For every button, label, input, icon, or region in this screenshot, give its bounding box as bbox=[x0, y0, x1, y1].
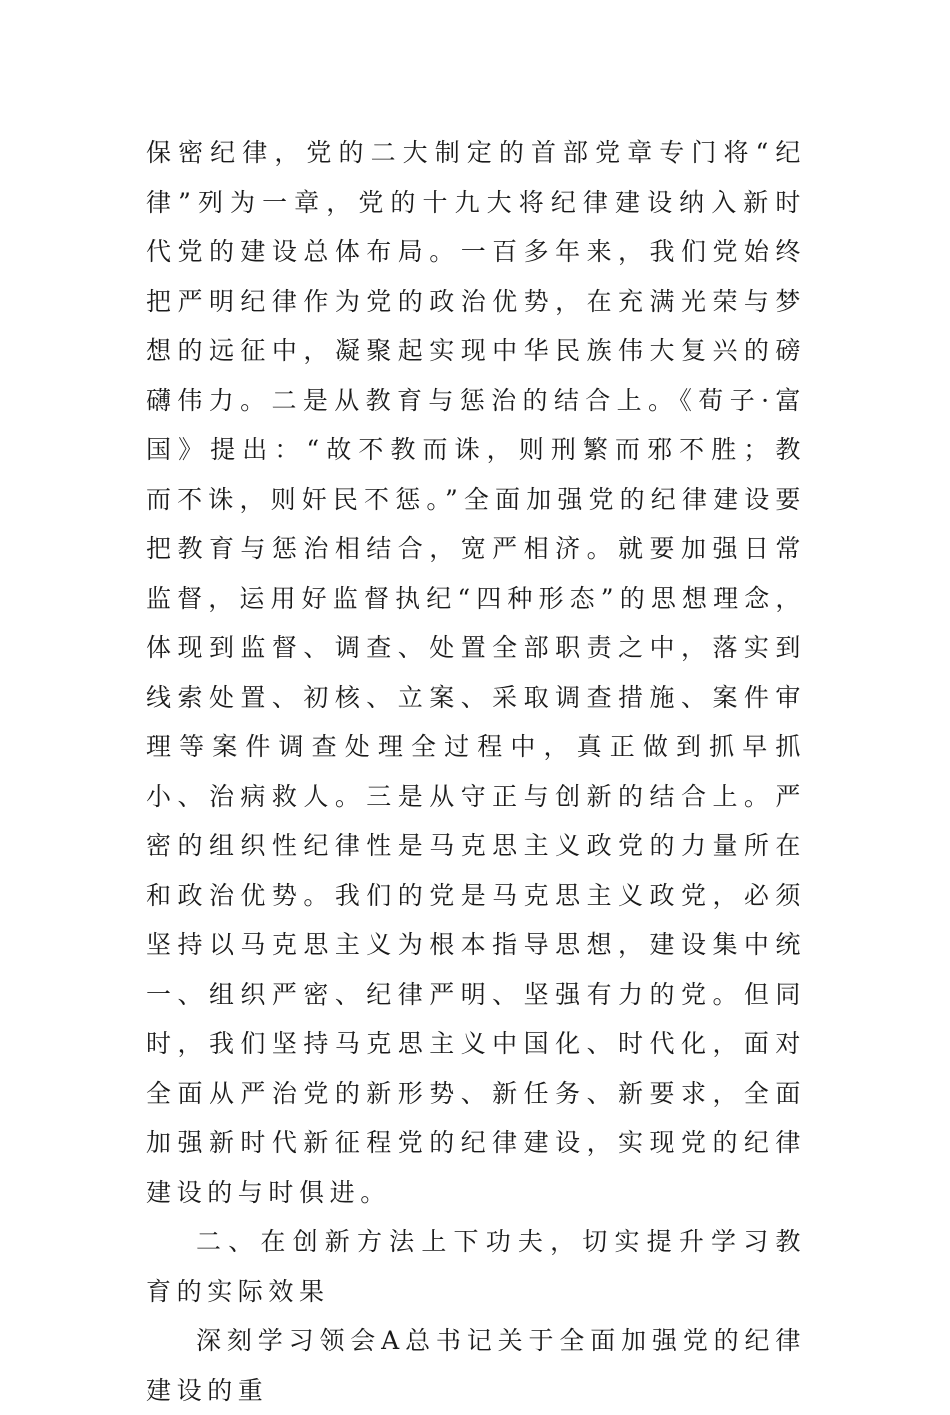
section-heading: 二、在创新方法上下功夫，切实提升学习教育的实际效果 bbox=[146, 1227, 806, 1306]
body-paragraph: 深刻学习领会A总书记关于全面加强党的纪律建设的重 bbox=[146, 1326, 806, 1405]
body-paragraph: 保密纪律，党的二大制定的首部党章专门将“纪律”列为一章，党的十九大将纪律建设纳入新时代党的建设总体布局。一百多年来，我们党始终把严明纪律作为党的政治优势，在充满光荣与梦想的远征中，凝聚起实现中华民族伟大复兴的磅礴伟力。二是从教育与惩治的结合上。《荀子·富国》提出：“故不教而诛，则刑繁而邪不胜；教而不诛，则奸民不惩。”全面加强党的纪律建设要把教育与惩治相结合，宽严相济。就要加强日常监督，运用好监督执纪“四种形态”的思想理念，体现到监督、调查、处置全部职责之中，落实到线索处置、初核、立案、采取调查措施、案件审理等案件调查处理全过程中，真正做到抓早抓小、治病救人。三是从守正与创新的结合上。严密的组织性纪律性是马克思主义政党的力量所在和政治优势。我们的党是马克思主义政党，必须坚持以马克思主义为根本指导思想，建设集中统一、组织严密、纪律严明、坚强有力的党。但同时，我们坚持马克思主义中国化、时代化，面对全面从严治党的新形势、新任务、新要求，全面加强新时代新征程党的纪律建设，实现党的纪律建设的与时俱进。 bbox=[146, 138, 806, 1207]
document-body bbox=[146, 128, 806, 1415]
